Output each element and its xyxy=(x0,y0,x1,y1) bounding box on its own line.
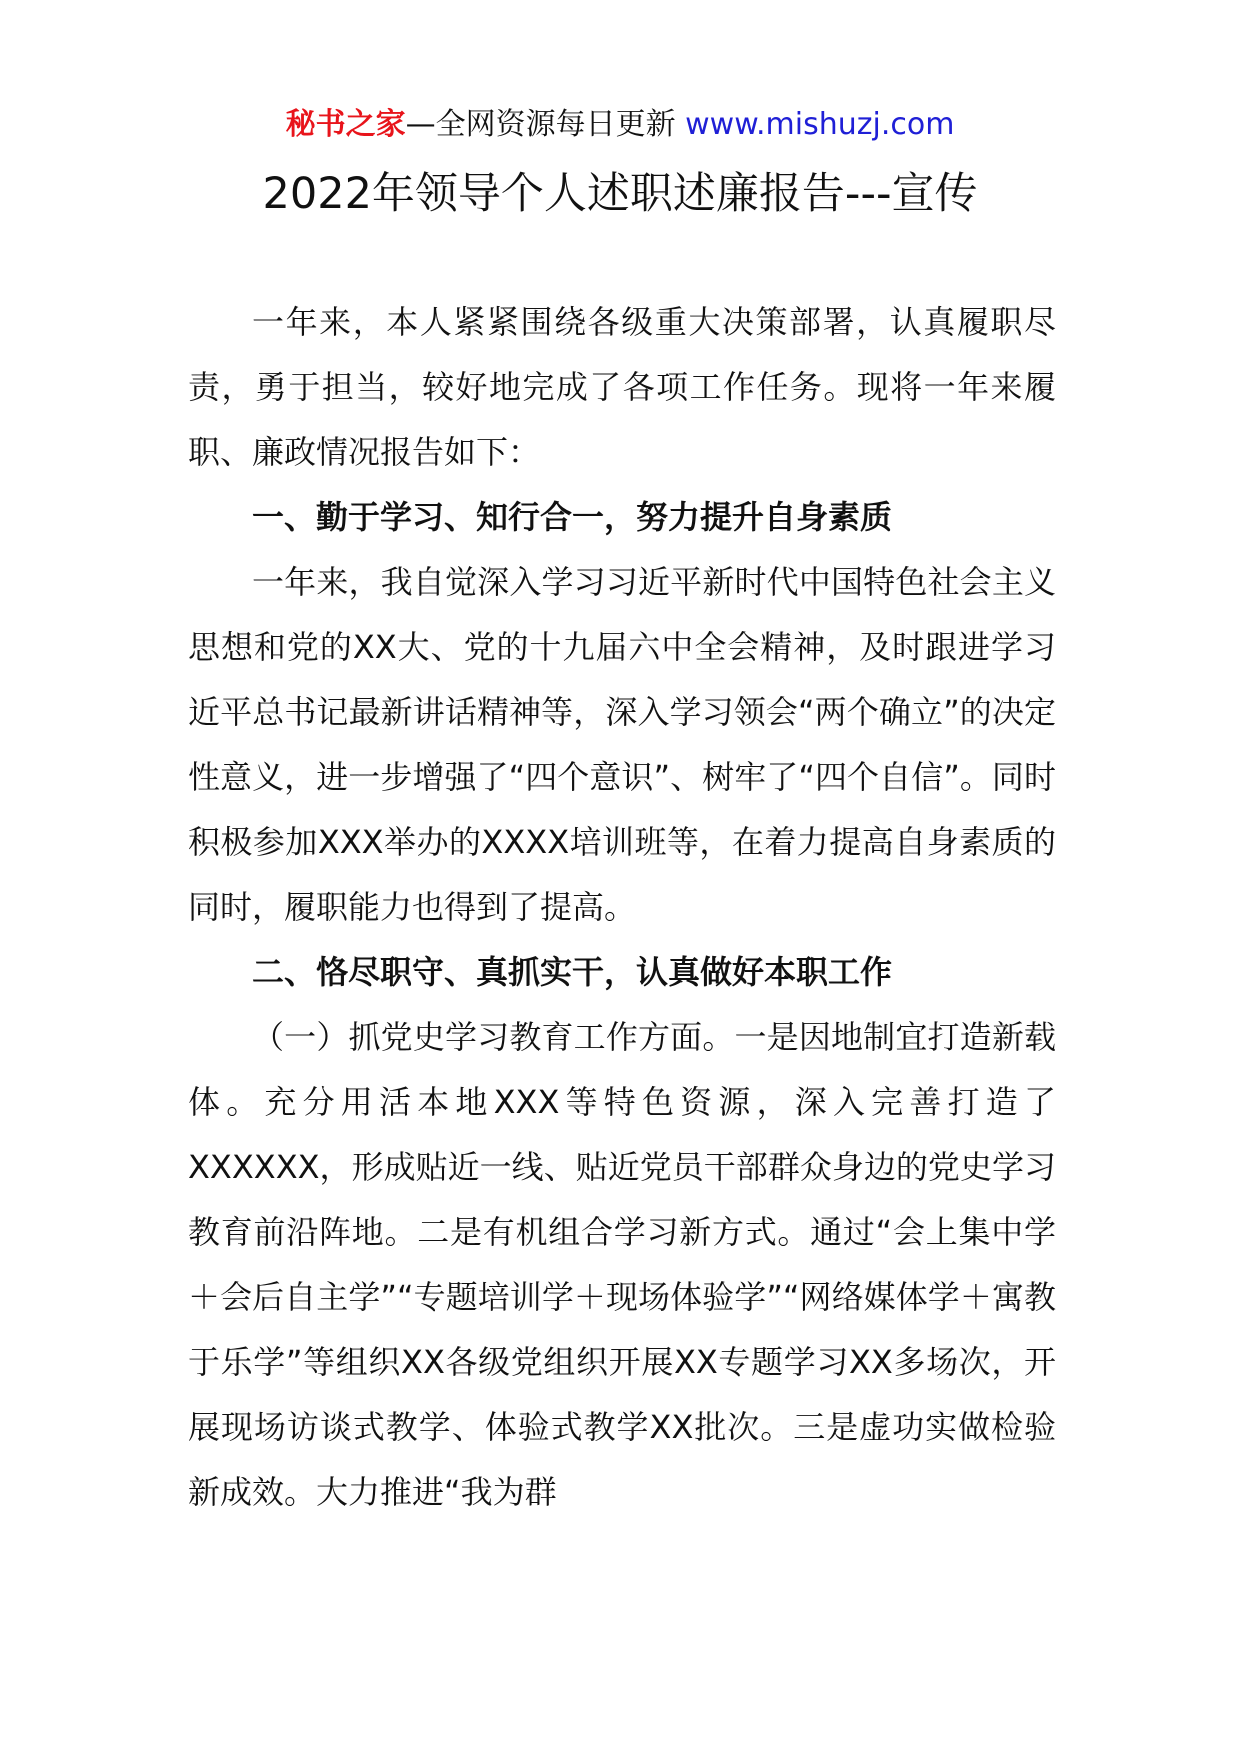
header-tagline: —全网资源每日更新 xyxy=(405,107,676,142)
site-url-link[interactable]: www.mishuzj.com xyxy=(685,107,955,142)
section-2-paragraph: （一）抓党史学习教育工作方面。一是因地制宜打造新载体。充分用活本地XXX等特色资源，深入完善打造了XXXXXX，形成贴近一线、贴近党员干部群众身边的党史学习教育前沿阵地。二是有机组合学习新方式。通过“会上集中学＋会后自主学”“专题培训学＋现场体验学”“网络媒体学＋寓教于乐学”等组织XX各级党组织开展XX专题学习XX多场次，开展现场访谈式教学、体验式教学XX批次。三是虚功实做检验新成效。大力推进“我为群 xyxy=(188,1018,1056,1511)
document-title: 2022年领导个人述职述廉报告---宣传 xyxy=(262,169,978,219)
document-body xyxy=(188,290,1056,1525)
site-header xyxy=(0,100,1240,150)
section-heading-2: 二、恪尽职守、真抓实干，认真做好本职工作 xyxy=(252,953,893,991)
section-heading-1: 一、勤于学习、知行合一，努力提升自身素质 xyxy=(252,498,893,536)
section-1-paragraph: 一年来，我自觉深入学习习近平新时代中国特色社会主义思想和党的XX大、党的十九届六中全会精神，及时跟进学习近平总书记最新讲话精神等，深入学习领会“两个确立”的决定性意义，进一步增强了“四个意识”、树牢了“四个自信”。同时积极参加XXX举办的XXXX培训班等，在着力提高自身素质的同时，履职能力也得到了提高。 xyxy=(188,563,1056,926)
brand-name: 秘书之家 xyxy=(285,107,406,142)
intro-paragraph: 一年来，本人紧紧围绕各级重大决策部署，认真履职尽责，勇于担当，较好地完成了各项工作任务。现将一年来履职、廉政情况报告如下： xyxy=(188,303,1056,471)
